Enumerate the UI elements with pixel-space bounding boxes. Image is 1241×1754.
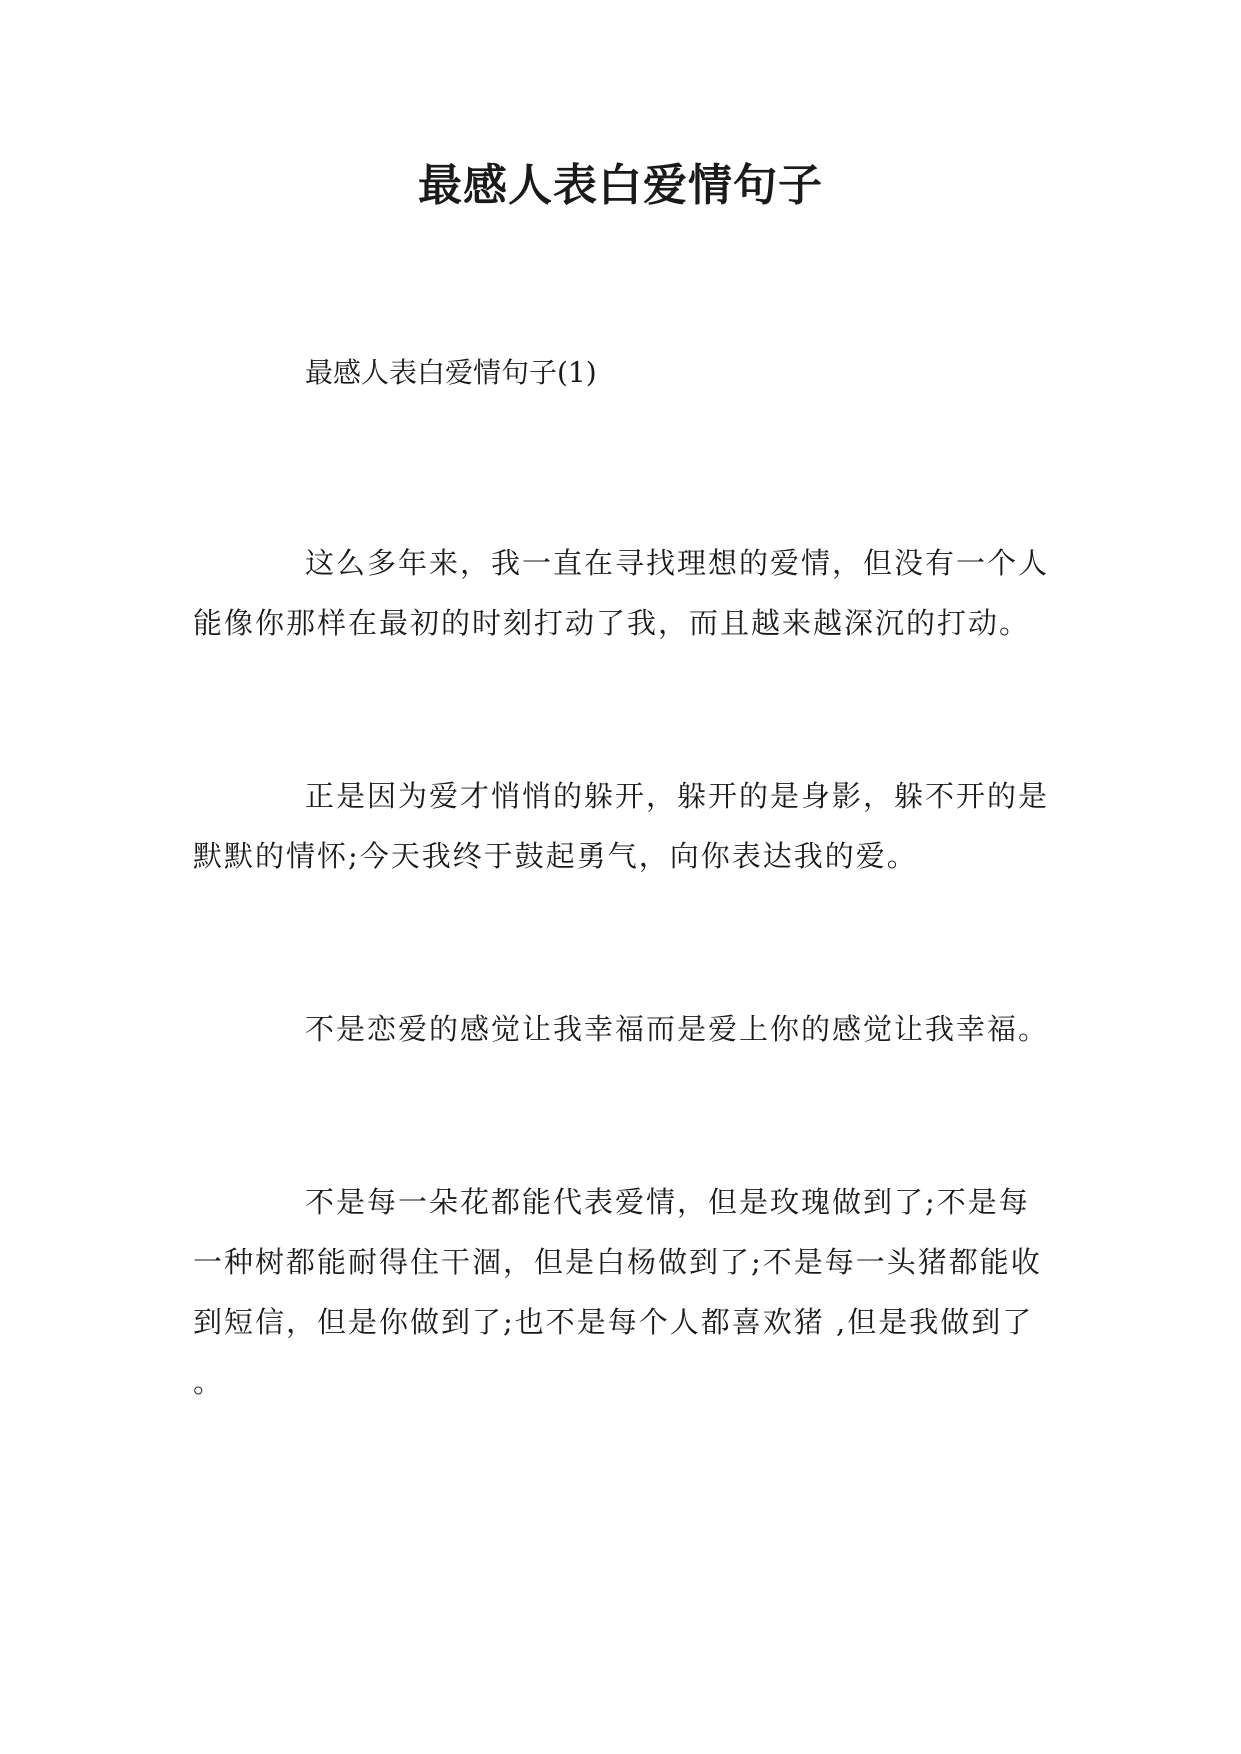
paragraph-2: 正是因为爱才悄悄的躲开，躲开的是身影，躲不开的是默默的情怀;今天我终于鼓起勇气，向你表达我的爱。: [193, 779, 1050, 873]
section-subtitle: 最感人表白爱情句子(1): [305, 356, 597, 389]
document-title: 最感人表白爱情句子: [418, 160, 823, 211]
paragraph-3: 不是恋爱的感觉让我幸福而是爱上你的感觉让我幸福。: [305, 1012, 1050, 1046]
paragraph-4: 不是每一朵花都能代表爱情，但是玫瑰做到了;不是每一种树都能耐得住干涸，但是白杨做到了;不是每一头猪都能收到短信，但是你做到了;也不是每个人都喜欢猪 ,但是我做到了 。: [193, 1185, 1042, 1399]
paragraph-1: 这么多年来，我一直在寻找理想的爱情，但没有一个人能像你那样在最初的时刻打动了我，而且越来越深沉的打动。: [193, 546, 1050, 640]
document-body: [193, 350, 1055, 1412]
